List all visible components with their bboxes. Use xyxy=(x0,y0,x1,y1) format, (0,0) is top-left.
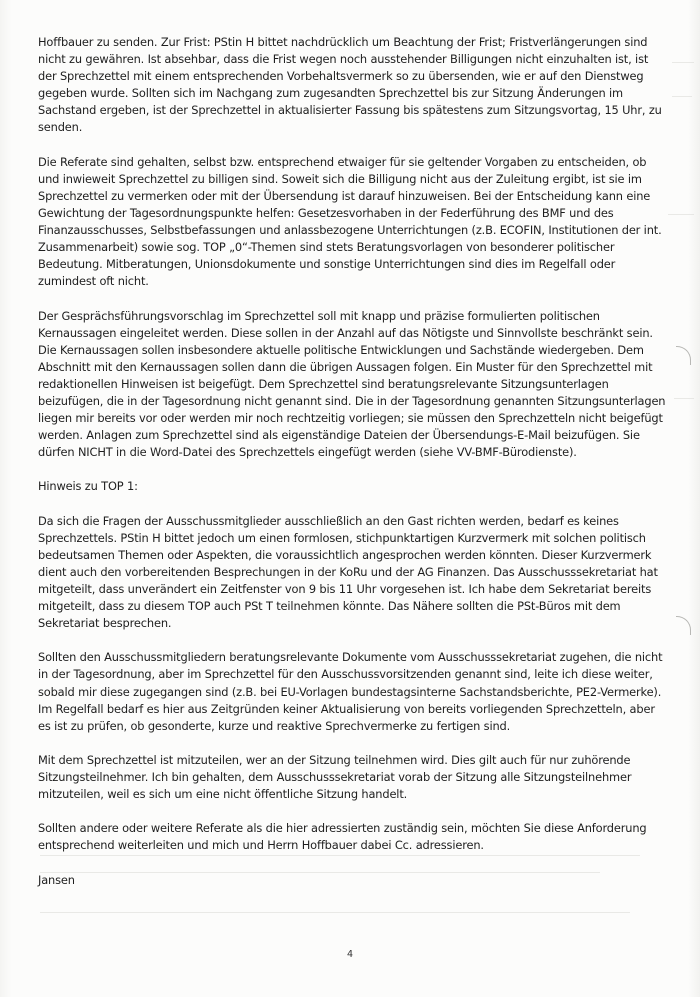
bleed-through-mark xyxy=(674,398,694,399)
paragraph-speaking-notes: Der Gesprächsführungsvorschlag im Sprechzettel soll mit knapp und präzise formulierten politischen Kernaussagen eingeleitet werden. Diese sollen in der Anzahl auf das Nötigste und Sinnvollste beschränkt sein. Die Kernaussagen sollen insbesondere aktuelle politische Entwicklungen und Sachstände wiedergeben. Dem Abschnitt mit den Kernaussagen sollen dann die übrigen Aussagen folgen. Ein Muster für den Sprechzettel mit redaktionellen Hinweisen ist beigefügt. Dem Sprechzettel sind beratungsrelevante Sitzungsunterlagen beizufügen, die in der Tagesordnung nicht genannt sind. Die in der Tagesordnung genannten Sitzungsunterlagen liegen mir bereits vor oder werden mir noch rechtzeitig vorliegen; sie müssen den Sprechzetteln nicht beigefügt werden. Anlagen zum Sprechzettel sind als eigenständige Dateien der Übersendungs-E-Mail beizufügen. Sie dürfen NICHT in die Word-Datei des Sprechzettels eingefügt werden (siehe VV-BMF-Bürodienste). xyxy=(38,308,666,460)
paragraph-top1-note: Da sich die Fragen der Ausschussmitglieder ausschließlich an den Gast richten werden, bedarf es keines Sprechzettels. PStin H bittet jedoch um einen formlosen, stichpunktartigen Kurzvermerk mit solchen politisch bedeutsamen Themen oder Aspekten, die voraussichtlich angesprochen werden könnten. Dieser Kurzvermerk dient auch den vorbereitenden Besprechungen in der KoRu und der AG Finanzen. Das Ausschusssekretariat hat mitgeteilt, dass unverändert ein Zeitfenster von 9 bis 11 Uhr vorgesehen ist. Ich habe dem Sekretariat bereits mitgeteilt, dass zu diesem TOP auch PSt T teilnehmen könnte. Das Nähere sollten die PSt-Büros mit dem Sekretariat besprechen. xyxy=(38,513,658,631)
margin-bracket-mark xyxy=(676,616,691,635)
paragraph-deadline: Hoffbauer zu senden. Zur Frist: PStin H bittet nachdrücklich um Beachtung der Frist; Fristverlängerungen sind nicht zu gewähren. Ist absehbar, dass die Frist wegen noch ausstehender Billigungen nicht einzuhalten ist, ist der Sprechzettel mit einem entsprechenden Vorbehaltsvermerk so zu übersenden, wie er auf den Dienstweg gegeben wurde. Sollten sich im Nachgang zum zugesandten Sprechzettel bis zur Sitzung Änderungen im Sachstand ergeben, ist der Sprechzettel in aktualisierter Fassung bis spätestens zum Sitzungsvortag, 15 Uhr, zu senden. xyxy=(38,35,662,135)
margin-bracket-mark xyxy=(676,346,691,365)
signature-name: Jansen xyxy=(38,872,75,887)
paragraph-approval: Die Referate sind gehalten, selbst bzw. entsprechend etwaiger für sie geltender Vorgaben zu entscheiden, ob und inwieweit Sprechzettel zu billigen sind. Soweit sich die Billigung nicht aus der Zuleitung ergibt, ist sie im Sprechzettel zu vermerken oder mit der Übersendung ist darauf hinzuweisen. Bei der Entscheidung kann eine Gewichtung der Tagesordnungspunkte helfen: Gesetzesvorhaben in der Federführung des BMF und des Finanzausschusses, Selbstbefassungen und anlassbezogene Unterrichtungen (z.B. ECOFIN, Institutionen der int. Zusammenarbeit) sowie sog. TOP „0“-Themen sind stets Beratungsvorlagen von besonderer politischer Bedeutung. Mitberatungen, Unionsdokumente und sonstige Unterrichtungen sind dies im Regelfall oder zumindest oft nicht. xyxy=(38,154,662,289)
paragraph-participants: Mit dem Sprechzettel ist mitzuteilen, wer an der Sitzung teilnehmen wird. Dies gilt auch für nur zuhörende Sitzungsteilnehmer. Ich bin gehalten, dem Ausschusssekretariat vorab der Sitzung alle Sitzungsteilnehmer mitzuteilen, weil es sich um eine nicht öffentliche Sitzung handelt. xyxy=(38,752,632,802)
bleed-through-mark xyxy=(672,62,694,63)
bleed-through-mark xyxy=(40,912,630,913)
paragraph-documents: Sollten den Ausschussmitgliedern beratungsrelevante Dokumente vom Ausschusssekretariat zugehen, die nicht in der Tagesordnung, aber im Sprechzettel für den Ausschussvorsitzenden genannt sind, leite ich diese weiter, sobald mir diese zugegangen sind (z.B. bei EU-Vorlagen bundestagsinterne Sachstandsberichte, PE2-Vermerke). Im Regelfall bedarf es hier aus Zeitgründen keiner Aktualisierung von bereits vorliegenden Sprechzetteln, aber es ist zu prüfen, ob gesonderte, kurze und reaktive Sprechvermerke zu fertigen sind. xyxy=(38,650,663,733)
letter-body xyxy=(38,34,670,889)
page-number: 4 xyxy=(346,949,354,960)
paragraph-top1-heading: Hinweis zu TOP 1: xyxy=(38,479,138,494)
bleed-through-mark xyxy=(672,96,692,97)
bleed-through-mark xyxy=(668,214,694,215)
paragraph-forwarding: Sollten andere oder weitere Referate als die hier adressierten zuständig sein, möchten Sie diese Anforderung entsprechend weiterleiten und mich und Herrn Hoffbauer dabei Cc. adressieren. xyxy=(38,821,647,853)
